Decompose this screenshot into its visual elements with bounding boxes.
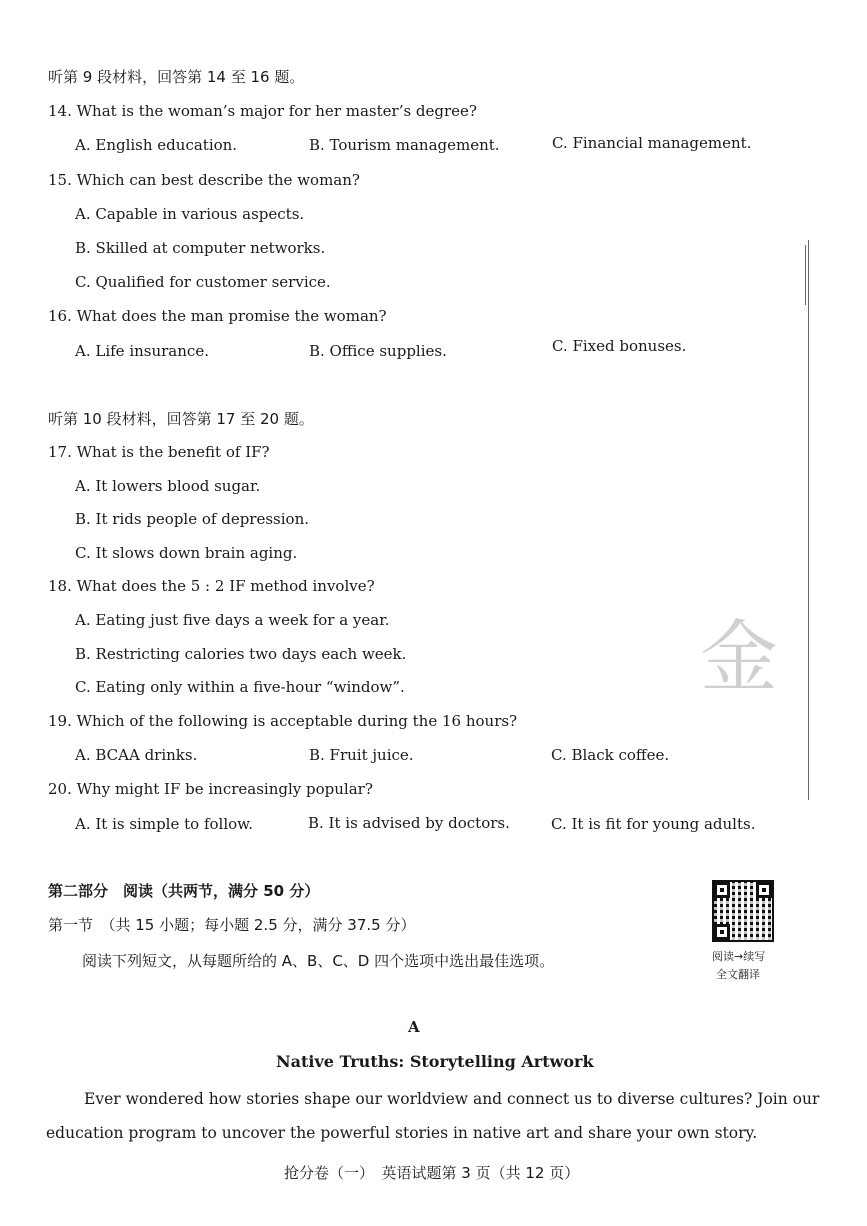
question-20-option-c: C. It is fit for young adults. <box>551 815 756 833</box>
question-16-stem: 16. What does the man promise the woman? <box>48 307 387 325</box>
section-1-title: 第一节 （共 15 小题；每小题 2.5 分，满分 37.5 分） <box>48 916 416 934</box>
question-15-option-b: B. Skilled at computer networks. <box>75 239 326 257</box>
question-14-option-a: A. English education. <box>75 136 238 154</box>
question-17-stem: 17. What is the benefit of IF? <box>48 443 270 461</box>
question-14-option-c: C. Financial management. <box>552 134 752 152</box>
question-19-option-c: C. Black coffee. <box>551 746 670 764</box>
question-18-option-a: A. Eating just five days a week for a year. <box>75 611 390 629</box>
question-19-stem: 19. Which of the following is acceptable during the 16 hours? <box>48 712 518 730</box>
reading-instruction: 阅读下列短文，从每题所给的 A、B、C、D 四个选项中选出最佳选项。 <box>82 952 555 970</box>
question-16-option-a: A. Life insurance. <box>75 342 209 360</box>
question-16-option-b: B. Office supplies. <box>309 342 447 360</box>
question-18-option-c: C. Eating only within a five-hour “window”. <box>75 678 405 696</box>
question-15-option-c: C. Qualified for customer service. <box>75 273 331 291</box>
question-17-option-b: B. It rids people of depression. <box>75 510 310 528</box>
question-17-option-a: A. It lowers blood sugar. <box>75 477 261 495</box>
question-15-stem: 15. Which can best describe the woman? <box>48 171 360 189</box>
page-edge-line <box>808 240 809 800</box>
question-14-stem: 14. What is the woman’s major for her master’s degree? <box>48 102 477 120</box>
page-footer: 抢分卷（一） 英语试题第 3 页（共 12 页） <box>284 1164 580 1182</box>
question-14-option-b: B. Tourism management. <box>309 136 500 154</box>
question-16-option-c: C. Fixed bonuses. <box>552 337 687 355</box>
question-19-option-b: B. Fruit juice. <box>309 746 414 764</box>
passage-paragraph-line-2: education program to uncover the powerful stories in native art and share your own story. <box>46 1124 758 1142</box>
qr-caption-line-2: 全文翻译 <box>716 968 760 981</box>
question-17-option-c: C. It slows down brain aging. <box>75 544 298 562</box>
question-19-option-a: A. BCAA drinks. <box>75 746 198 764</box>
section-header-10: 听第 10 段材料，回答第 17 至 20 题。 <box>48 410 314 428</box>
question-20-option-a: A. It is simple to follow. <box>75 815 253 833</box>
question-20-option-b: B. It is advised by doctors. <box>308 814 510 832</box>
passage-title: Native Truths: Storytelling Artwork <box>276 1052 594 1071</box>
part-2-title: 第二部分 阅读（共两节，满分 50 分） <box>48 882 320 900</box>
qr-code-icon[interactable] <box>712 880 774 942</box>
question-15-option-a: A. Capable in various aspects. <box>75 205 305 223</box>
passage-letter: A <box>408 1018 420 1036</box>
qr-caption-line-1: 阅读→续写 <box>712 950 766 963</box>
section-header-9: 听第 9 段材料，回答第 14 至 16 题。 <box>48 68 305 86</box>
page-edge-line <box>805 245 806 305</box>
watermark: 金 <box>700 613 773 703</box>
question-20-stem: 20. Why might IF be increasingly popular? <box>48 780 373 798</box>
question-18-stem: 18. What does the 5 : 2 IF method involve? <box>48 577 375 595</box>
question-18-option-b: B. Restricting calories two days each week. <box>75 645 407 663</box>
passage-paragraph-line-1: Ever wondered how stories shape our worldview and connect us to diverse cultures? Join our <box>84 1090 820 1108</box>
